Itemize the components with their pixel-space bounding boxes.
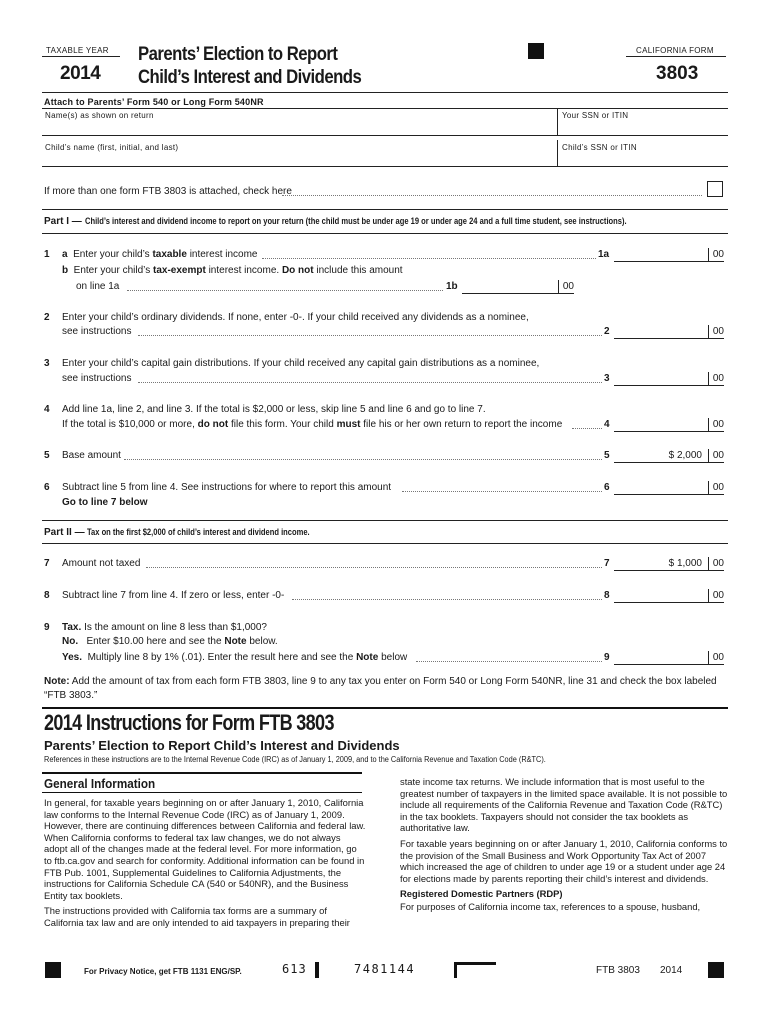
part1-heading-rule [42, 233, 728, 234]
names-label: Name(s) as shown on return [45, 111, 154, 120]
form-label-rule [626, 56, 726, 57]
general-rule [42, 772, 362, 774]
leader-dots [138, 335, 602, 336]
right-paragraph-3: For purposes of California income tax, references to a spouse, husband, [400, 900, 701, 912]
names-input[interactable] [48, 124, 548, 134]
taxable-year-label: TAXABLE YEAR [46, 46, 109, 55]
part1-label: Part I — [44, 216, 82, 227]
line2-text2: see instructions [62, 326, 132, 337]
line6-amount[interactable] [614, 481, 724, 495]
ssn-divider [557, 108, 558, 136]
no-text-b: below. [249, 636, 278, 647]
line1b-prefix: b [62, 265, 69, 276]
leader-dots [402, 491, 602, 492]
line5-amount [614, 449, 724, 463]
right-paragraph-2: For taxable years beginning on or after January 1, 2010, California conforms to the provision of the Small Business and Work Opportunity Tax Act of 2007 which increased the age of children to under age 19 or a student under age 24 for elections made by parents reporting their child’s interest and dividends. [400, 837, 728, 884]
line1b-text [62, 265, 403, 276]
no-label: No. [62, 636, 79, 647]
line1b-text-c: include this amount [316, 265, 403, 276]
year-rule [42, 56, 120, 57]
line1b-text-a: Enter your child’s [73, 265, 151, 276]
line3-number: 3 [44, 358, 50, 369]
line2-ref: 2 [604, 326, 610, 337]
line1a-text-b: interest income [189, 249, 258, 260]
part2-rule [42, 520, 728, 521]
child-ssn-input[interactable] [565, 155, 725, 165]
line4-text2 [62, 419, 562, 430]
leader-dots [146, 567, 602, 568]
leader-dots [292, 599, 602, 600]
line1b-bold2: Do not [281, 265, 314, 276]
part2-heading-text: Tax on the first $2,000 of child’s interest and dividend income. [87, 527, 311, 537]
part1-heading [44, 216, 729, 227]
line1a-amount[interactable] [614, 248, 724, 262]
footer-code-2: 7481144 [354, 962, 416, 976]
instructions-subtitle: Parents’ Election to Report Child’s Interest and Dividends [44, 738, 400, 753]
line1-number: 1 [44, 249, 50, 260]
part2-heading [44, 527, 352, 538]
line7-cents: 00 [708, 557, 724, 571]
yes-text-b: below [381, 652, 408, 663]
line8-text: Subtract line 7 from line 4. If zero or less, enter -0- [62, 590, 285, 601]
line4-text2c: file his or her own return to report the income [363, 419, 563, 430]
leader-dots [138, 382, 602, 383]
footer-mark-left [45, 962, 61, 978]
more-than-one-text: If more than one form FTB 3803 is attached, check here [44, 186, 292, 197]
line7-number: 7 [44, 558, 50, 569]
line9-text [62, 622, 267, 633]
line9-cents: 00 [708, 651, 724, 665]
line2-amount[interactable] [614, 325, 724, 339]
line9-amount[interactable] [614, 651, 724, 665]
line1b-cents: 00 [558, 280, 574, 294]
line4-bold2: must [336, 419, 361, 430]
line8-ref: 8 [604, 590, 610, 601]
line5-number: 5 [44, 450, 50, 461]
no-bold: Note [224, 636, 247, 647]
line6-number: 6 [44, 482, 50, 493]
part2-heading-rule [42, 543, 728, 544]
line2-cents: 00 [708, 325, 724, 339]
line2-text1: Enter your child’s ordinary dividends. If none, enter -0-. If your child received any dividends as a nominee, [62, 312, 529, 323]
line7-ref: 7 [604, 558, 610, 569]
part2-label: Part II — [44, 527, 85, 538]
child-name-input[interactable] [48, 155, 548, 165]
right-column [400, 776, 728, 917]
form-title-line1: Parents’ Election to Report [138, 44, 338, 65]
yes-bold: Note [356, 652, 379, 663]
line4-text1: Add line 1a, line 2, and line 3. If the total is $2,000 or less, skip line 5 and line 6 and go to line 7. [62, 404, 486, 415]
tax-year: 2014 [60, 63, 101, 84]
footer-form-ref: FTB 3803 [596, 965, 640, 976]
line5-value: $ 2,000 [668, 450, 702, 461]
line1a-prefix: a [62, 249, 68, 260]
general-heading: General Information [44, 776, 156, 791]
line4-cents: 00 [708, 418, 724, 432]
form-title-line2: Child’s Interest and Dividends [138, 67, 362, 88]
instructions-title: 2014 Instructions for Form FTB 3803 [44, 710, 334, 735]
line1b-amount[interactable] [462, 280, 574, 294]
line5-ref: 5 [604, 450, 610, 461]
line6-cents: 00 [708, 481, 724, 495]
leader-dots [416, 661, 602, 662]
line9-ref: 9 [604, 652, 610, 663]
line9-no [62, 636, 278, 647]
footer-code-1: 613 [282, 962, 307, 976]
line5-cents: 00 [708, 449, 724, 463]
child-ssn-divider [557, 140, 558, 167]
instructions-references: References in these instructions are to the Internal Revenue Code (IRC) as of January 1, 2009, and to the California Revenue and Taxation Code (R&TC). [44, 755, 546, 764]
line9-question: Is the amount on line 8 less than $1,000? [84, 622, 267, 633]
line1a-text [62, 249, 258, 260]
line3-ref: 3 [604, 373, 610, 384]
line4-bold1: do not [197, 419, 229, 430]
california-form-label: CALIFORNIA FORM [636, 46, 714, 55]
note-text: Add the amount of tax from each form FTB 3803, line 9 to any tax you enter on Form 540 or Long Form 540NR, line 31 and check the box labeled “FTB 3803.” [44, 676, 717, 701]
line6-text: Subtract line 5 from line 4. See instructions for where to report this amount [62, 482, 392, 493]
line8-cents: 00 [708, 589, 724, 603]
note-label: Note: [44, 676, 70, 687]
line6-goto: Go to line 7 below [62, 497, 148, 508]
line9-yes [62, 652, 407, 663]
part1-heading-text: Child’s interest and dividend income to report on your return (the child must be under age 19 or under age 24 and a full time student, see instructions). [84, 216, 627, 226]
registration-mark [528, 43, 544, 59]
left-paragraph-2: The instructions provided with California tax forms are a summary of California tax law and are only intended to aid taxpayers in preparing their [44, 905, 350, 928]
your-ssn-input[interactable] [565, 124, 725, 134]
leader-dots [262, 258, 596, 259]
leader-dots [124, 459, 602, 460]
line1a-text-a: Enter your child’s [73, 249, 150, 260]
leader-dots [127, 290, 443, 291]
form-number: 3803 [656, 63, 699, 84]
left-paragraph-1: In general, for taxable years beginning on or after January 1, 2010, California law conforms to the Internal Revenue Code (IRC) as of January 1, 2009. However, there are continuing differences between California and federal law. When California conforms to federal tax law changes, we do not always adopt all of the changes made at the federal level. For more information, go to ftb.ca.gov and search for conformity. Additional information can be found in FTB Pub. 1001, Supplemental Guidelines to California Adjustments, the instructions for California Schedule CA (540 or 540NR), and the Business Entity tax booklets. [44, 797, 366, 901]
line7-text: Amount not taxed [62, 558, 141, 569]
header-rule [42, 92, 728, 93]
line4-text2a: If the total is $10,000 or more, [62, 419, 195, 430]
attach-instruction: Attach to Parents’ Form 540 or Long Form 540NR [44, 97, 264, 107]
privacy-notice: For Privacy Notice, get FTB 1131 ENG/SP. [84, 967, 242, 976]
line9-bold: Tax. [62, 622, 82, 633]
child-ssn-label: Child’s SSN or ITIN [562, 143, 637, 152]
footer-corner-mark [454, 962, 496, 978]
general-underline [42, 792, 362, 793]
line3-amount[interactable] [614, 372, 724, 386]
line7-amount [614, 557, 724, 571]
line1a-cents: 00 [708, 248, 724, 262]
yes-label: Yes. [62, 652, 83, 663]
footer-mark-right [708, 962, 724, 978]
line4-amount[interactable] [614, 418, 724, 432]
line9-number: 9 [44, 622, 50, 633]
line1b-text-d: on line 1a [76, 281, 120, 292]
part1-rule [42, 209, 728, 210]
line3-text2: see instructions [62, 373, 132, 384]
line1b-bold: tax-exempt [152, 265, 206, 276]
line4-number: 4 [44, 404, 50, 415]
leader-dots [282, 195, 702, 196]
note-paragraph [44, 675, 728, 703]
line3-cents: 00 [708, 372, 724, 386]
line1b-text-b: interest income. [208, 265, 280, 276]
line1a-bold: taxable [152, 249, 187, 260]
footer-year: 2014 [660, 965, 683, 976]
child-name-label: Child’s name (first, initial, and last) [45, 143, 179, 152]
your-ssn-label: Your SSN or ITIN [562, 111, 629, 120]
rdp-heading: Registered Domestic Partners (RDP) [400, 888, 563, 900]
left-column [44, 797, 366, 933]
leader-dots [572, 428, 602, 429]
yes-text-a: Multiply line 8 by 1% (.01). Enter the result here and see the [87, 652, 354, 663]
line4-text2b: file this form. Your child [230, 419, 334, 430]
line8-amount[interactable] [614, 589, 724, 603]
line3-text1: Enter your child’s capital gain distributions. If your child received any capital gain distributions as a nominee, [62, 358, 540, 369]
line4-ref: 4 [604, 419, 610, 430]
no-text-a: Enter $10.00 here and see the [86, 636, 222, 647]
line6-ref: 6 [604, 482, 610, 493]
line7-value: $ 1,000 [668, 558, 702, 569]
right-paragraph-1: state income tax returns. We include information that is most useful to the greatest number of taxpayers in the limited space available. It is not possible to include all requirements of the California Revenue and Taxation Code (R&TC) in the tax booklets. Taxpayers should not consider the tax booklets as authoritative law. [400, 776, 728, 834]
more-than-one-checkbox[interactable] [707, 181, 723, 197]
line8-number: 8 [44, 590, 50, 601]
line5-text: Base amount [62, 450, 121, 461]
line2-number: 2 [44, 312, 50, 323]
line1b-ref: 1b [446, 281, 458, 292]
footer-bar [315, 962, 319, 978]
instructions-rule [42, 707, 728, 709]
line1a-ref: 1a [598, 249, 610, 260]
